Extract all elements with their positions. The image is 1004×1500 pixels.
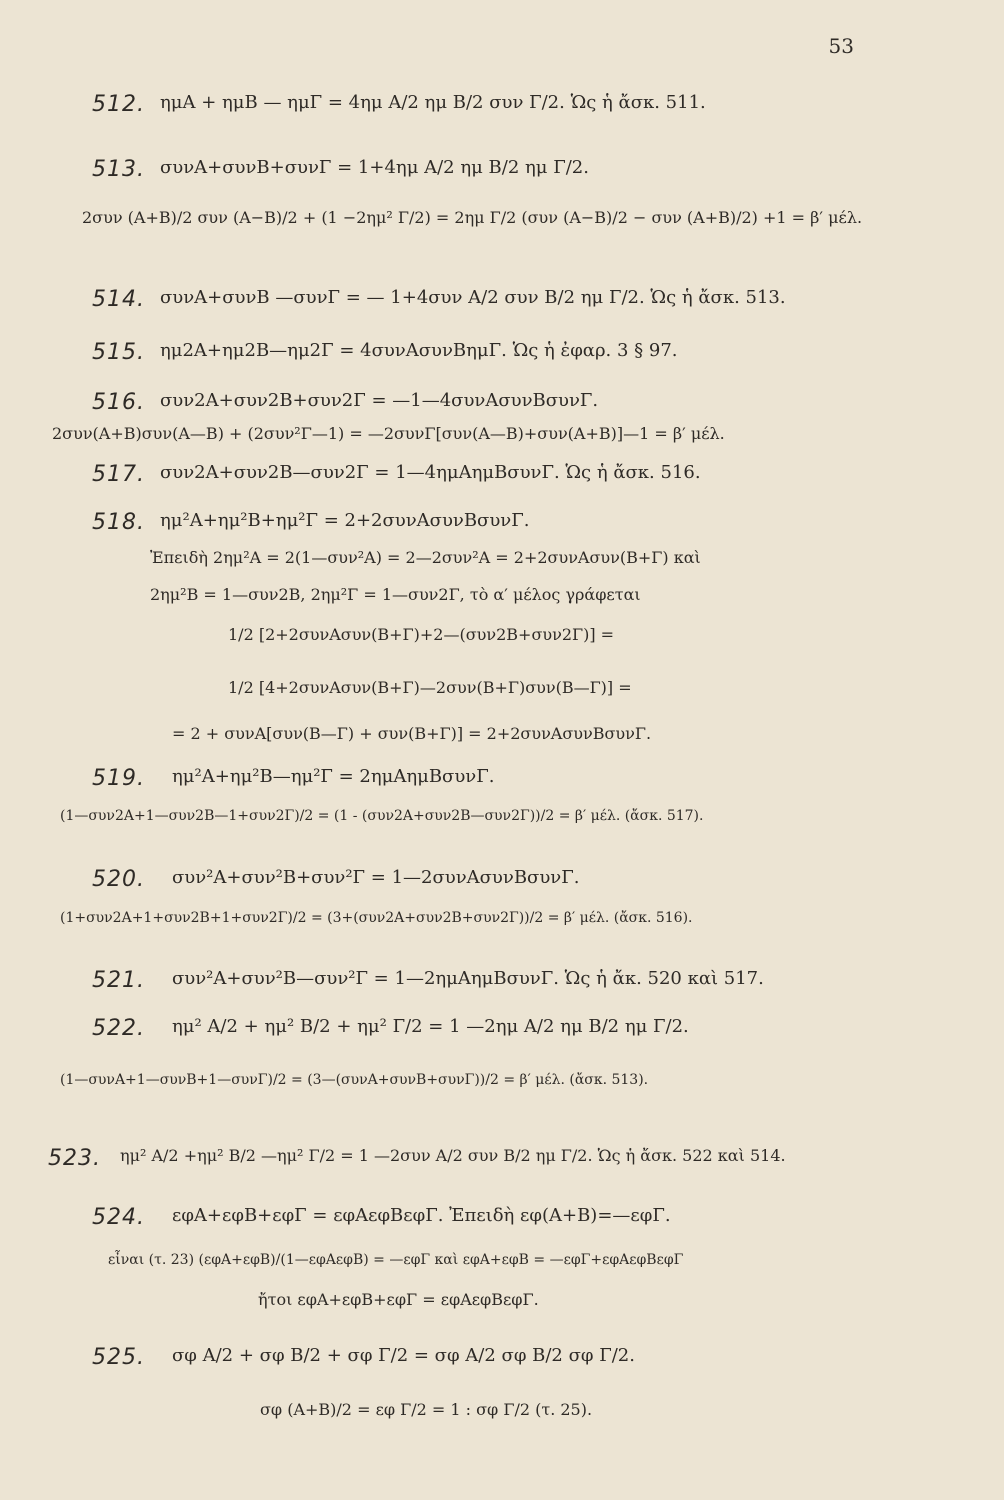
exercise-number: 514. [92,287,145,312]
exercise-line: = 2 + συνΑ[συν(Β—Γ) + συν(Β+Γ)] = 2+2συνΑσυνΒσυνΓ. [172,724,652,743]
exercise-line: (1—συν2Α+1—συν2Β—1+συν2Γ)/2 = (1 - (συν2Α+συν2Β—συν2Γ))/2 = β′ μέλ. (ἄσκ. 517). [60,808,704,824]
exercise-number: 522. [92,1016,145,1041]
exercise-line: εἶναι (τ. 23) (εφΑ+εφΒ)/(1—εφΑεφΒ) = —εφΓ καὶ εφΑ+εφΒ = —εφΓ+εφΑεφΒεφΓ [108,1252,684,1268]
exercise-number: 516. [92,390,145,415]
exercise-line: συν²Α+συν²Β—συν²Γ = 1—2ημΑημΒσυνΓ. Ὡς ἡ ἄκ. 520 καὶ 517. [172,968,764,989]
exercise-line: 2συν (A+B)/2 συν (A−B)/2 + (1 −2ημ² Γ/2) = 2ημ Γ/2 (συν (A−B)/2 − συν (A+B)/2) +1 = β′ μέλ. [82,208,863,227]
exercise-number: 512. [92,92,145,117]
exercise-line: ημ² A/2 + ημ² B/2 + ημ² Γ/2 = 1 —2ημ A/2 ημ B/2 ημ Γ/2. [172,1016,689,1037]
exercise-line: εφΑ+εφΒ+εφΓ = εφΑεφΒεφΓ. Ἐπειδὴ εφ(Α+Β)=—εφΓ. [172,1205,671,1226]
exercise-line: (1—συνΑ+1—συνΒ+1—συνΓ)/2 = (3—(συνΑ+συνΒ+συνΓ))/2 = β′ μέλ. (ἄσκ. 513). [60,1072,649,1088]
exercise-line: 1/2 [4+2συνΑσυν(Β+Γ)—2συν(Β+Γ)συν(Β—Γ)] = [228,678,632,697]
exercise-number: 521. [92,968,145,993]
exercise-number: 524. [92,1205,145,1230]
exercise-line: ημΑ + ημΒ — ημΓ = 4ημ A/2 ημ B/2 συν Γ/2. Ὡς ἡ ἄσκ. 511. [160,92,706,113]
exercise-number: 520. [92,867,145,892]
exercise-number: 519. [92,766,145,791]
exercise-line: Ἐπειδὴ 2ημ²Α = 2(1—συν²Α) = 2—2συν²Α = 2+2συνΑσυν(Β+Γ) καὶ [150,548,701,567]
exercise-line: σφ (A+B)/2 = εφ Γ/2 = 1 : σφ Γ/2 (τ. 25). [260,1400,593,1419]
exercise-line: σφ A/2 + σφ B/2 + σφ Γ/2 = σφ A/2 σφ B/2 σφ Γ/2. [172,1345,635,1366]
exercise-line: συνΑ+συνΒ+συνΓ = 1+4ημ A/2 ημ B/2 ημ Γ/2. [160,157,589,178]
exercise-line: ἤτοι εφΑ+εφΒ+εφΓ = εφΑεφΒεφΓ. [258,1290,539,1309]
exercise-line: 1/2 [2+2συνΑσυν(Β+Γ)+2—(συν2Β+συν2Γ)] = [228,625,615,644]
exercise-number: 518. [92,510,145,535]
exercise-line: ημ²Α+ημ²Β—ημ²Γ = 2ημΑημΒσυνΓ. [172,766,495,787]
exercise-line: συνΑ+συνΒ —συνΓ = — 1+4συν A/2 συν B/2 ημ Γ/2. Ὡς ἡ ἄσκ. 513. [160,287,786,308]
exercise-line: ημ² A/2 +ημ² B/2 —ημ² Γ/2 = 1 —2συν A/2 συν B/2 ημ Γ/2. Ὡς ἡ ἄσκ. 522 καὶ 514. [120,1146,786,1165]
exercise-number: 523. [48,1146,101,1171]
exercise-line: ημ2Α+ημ2Β—ημ2Γ = 4συνΑσυνΒημΓ. Ὡς ἡ ἐφαρ. 3 § 97. [160,340,678,361]
exercise-line: 2συν(Α+Β)συν(Α—Β) + (2συν²Γ—1) = —2συνΓ[συν(Α—Β)+συν(Α+Β)]—1 = β′ μέλ. [52,424,725,443]
exercise-line: ημ²Α+ημ²Β+ημ²Γ = 2+2συνΑσυνΒσυνΓ. [160,510,530,531]
exercise-number: 525. [92,1345,145,1370]
exercise-line: συν2Α+συν2Β—συν2Γ = 1—4ημΑημΒσυνΓ. Ὡς ἡ ἄσκ. 516. [160,462,701,483]
exercise-line: 2ημ²Β = 1—συν2Β, 2ημ²Γ = 1—συν2Γ, τὸ α′ μέλος γράφεται [150,585,641,604]
exercise-line: συν2Α+συν2Β+συν2Γ = —1—4συνΑσυνΒσυνΓ. [160,390,599,411]
exercise-number: 513. [92,157,145,182]
exercise-line: συν²Α+συν²Β+συν²Γ = 1—2συνΑσυνΒσυνΓ. [172,867,580,888]
exercise-line: (1+συν2Α+1+συν2Β+1+συν2Γ)/2 = (3+(συν2Α+συν2Β+συν2Γ))/2 = β′ μέλ. (ἄσκ. 516). [60,910,693,926]
exercise-number: 515. [92,340,145,365]
page-number: 53 [828,34,854,58]
exercise-number: 517. [92,462,145,487]
